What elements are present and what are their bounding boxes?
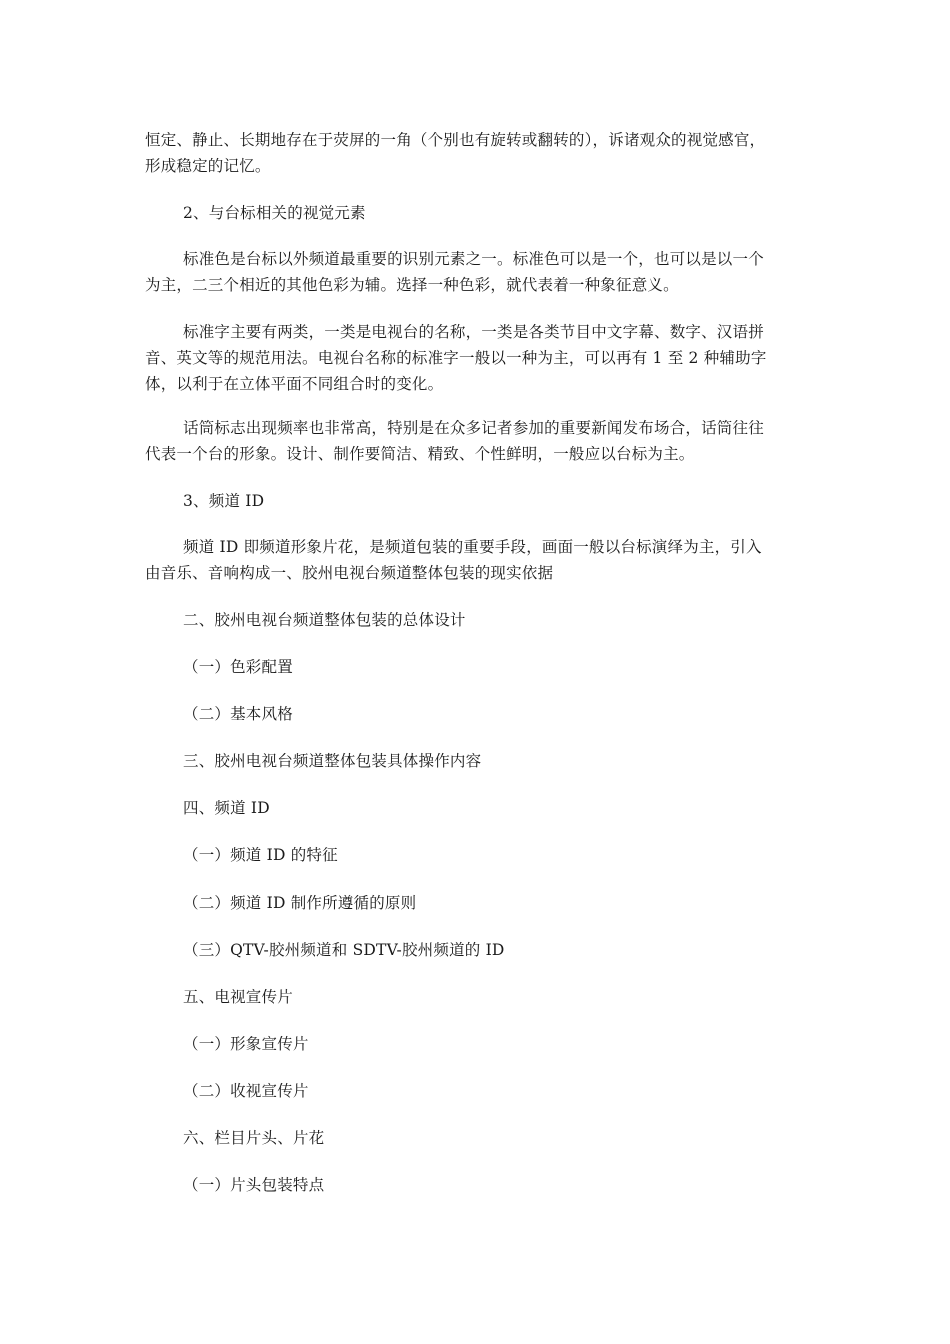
paragraph-standard-font	[145, 319, 805, 397]
heading-text: （二）收视宣传片	[183, 1082, 309, 1100]
paragraph-continuation	[145, 127, 805, 179]
heading-text: 六、栏目片头、片花	[183, 1129, 325, 1147]
outline-heading	[145, 984, 805, 1010]
heading-text: （二）基本风格	[183, 705, 293, 723]
heading-text: （一）片头包装特点	[183, 1176, 325, 1194]
outline-subheading	[145, 842, 805, 868]
text-line: 由音乐、音响构成一、胶州电视台频道整体包装的现实依据	[145, 564, 554, 582]
text-line: 为主，二三个相近的其他色彩为辅。选择一种色彩，就代表着一种象征意义。	[145, 276, 679, 294]
text-line: 标准色是台标以外频道最重要的识别元素之一。标准色可以是一个，也可以是以一个	[183, 250, 764, 268]
outline-subheading	[145, 1078, 805, 1104]
text-line: 音、英文等的规范用法。电视台名称的标准字一般以一种为主，可以再有 1 至 2 种辅助字	[145, 349, 767, 367]
heading-text: （一）频道 ID 的特征	[183, 846, 338, 864]
paragraph-channel-id	[145, 534, 805, 586]
section-heading	[145, 200, 805, 226]
paragraph-standard-color	[145, 246, 805, 298]
text-line: 形成稳定的记忆。	[145, 157, 271, 175]
text-line: 频道 ID 即频道形象片花，是频道包装的重要手段，画面一般以台标演绎为主，引入	[183, 538, 762, 556]
outline-subheading	[145, 701, 805, 727]
text-line: 标准字主要有两类，一类是电视台的名称，一类是各类节目中文字幕、数字、汉语拼	[183, 323, 764, 341]
outline-heading	[145, 795, 805, 821]
text-line: 话筒标志出现频率也非常高，特别是在众多记者参加的重要新闻发布场合，话筒往往	[183, 419, 764, 437]
text-line: 恒定、静止、长期地存在于荧屏的一角（个别也有旋转或翻转的），诉诸观众的视觉感官，	[145, 131, 766, 149]
outline-subheading	[145, 890, 805, 916]
text-line: 代表一个台的形象。设计、制作要简洁、精致、个性鲜明，一般应以台标为主。	[145, 445, 695, 463]
heading-text: （二）频道 ID 制作所遵循的原则	[183, 894, 417, 912]
outline-subheading	[145, 1031, 805, 1057]
outline-heading	[145, 748, 805, 774]
outline-subheading	[145, 1172, 805, 1198]
heading-text: 五、电视宣传片	[183, 988, 293, 1006]
heading-text: 二、胶州电视台频道整体包装的总体设计	[183, 611, 466, 629]
heading-text: （三）QTV-胶州频道和 SDTV-胶州频道的 ID	[183, 941, 505, 959]
heading-text: （一）色彩配置	[183, 658, 293, 676]
heading-text: （一）形象宣传片	[183, 1035, 309, 1053]
paragraph-microphone-logo	[145, 415, 805, 467]
heading-text: 3、频道 ID	[183, 492, 265, 510]
outline-heading	[145, 607, 805, 633]
section-heading	[145, 488, 805, 514]
heading-text: 四、频道 ID	[183, 799, 270, 817]
text-line: 体，以利于在立体平面不同组合时的变化。	[145, 375, 444, 393]
outline-heading	[145, 1125, 805, 1151]
outline-subheading	[145, 937, 805, 963]
outline-subheading	[145, 654, 805, 680]
heading-text: 2、与台标相关的视觉元素	[183, 204, 366, 222]
heading-text: 三、胶州电视台频道整体包装具体操作内容	[183, 752, 482, 770]
